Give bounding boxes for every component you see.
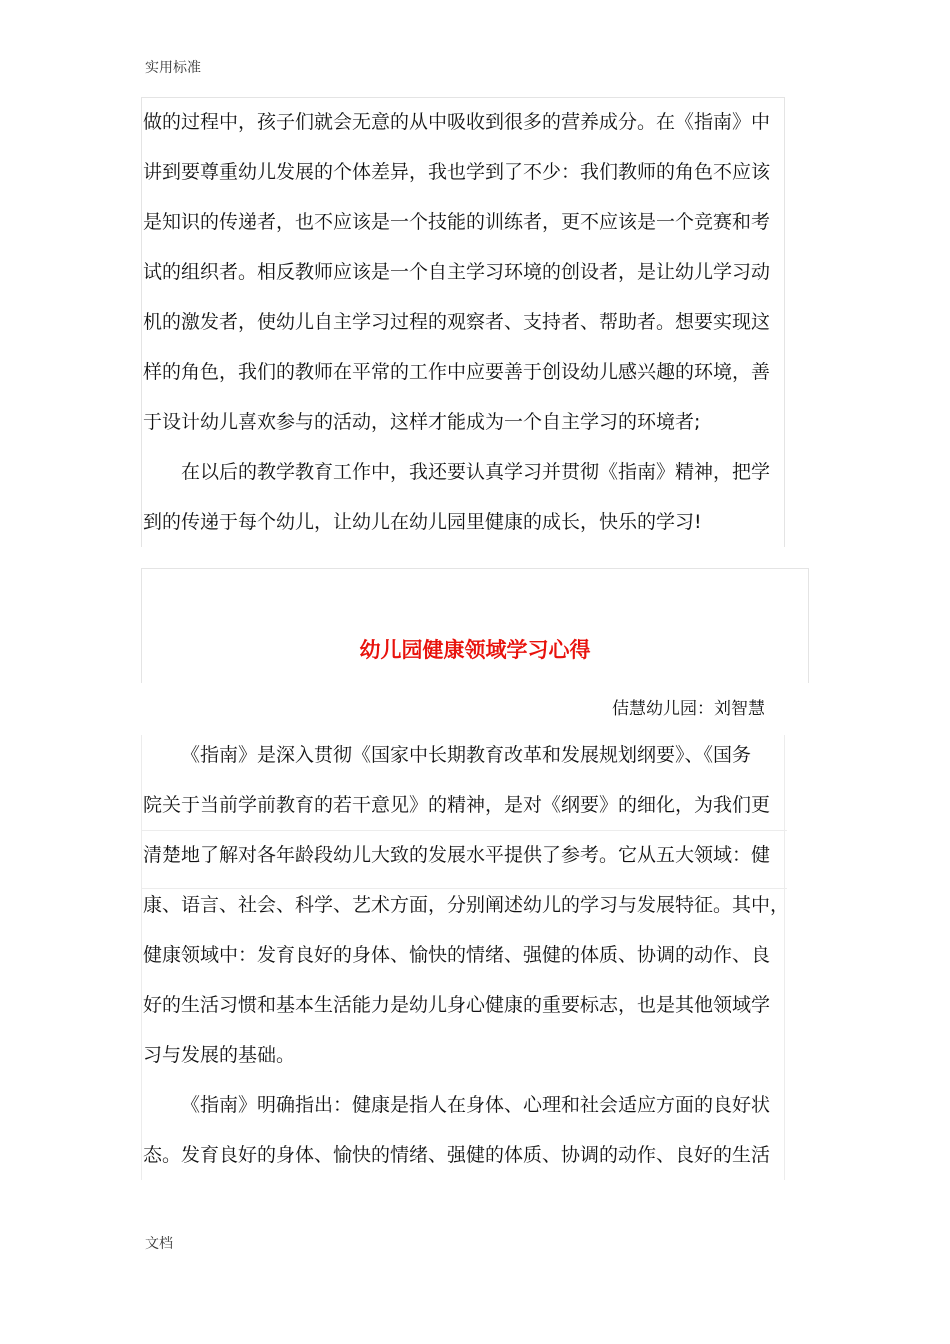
paragraph-line: 做的过程中，孩子们就会无意的从中吸收到很多的营养成分。在《指南》中 [143,111,771,133]
paragraph-line: 样的角色，我们的教师在平常的工作中应要善于创设幼儿感兴趣的环境，善 [143,361,771,383]
article-title: 幼儿园健康领域学习心得 [359,638,591,662]
page-header: 实用标准 [145,60,201,76]
section1-text [143,97,783,547]
paragraph-line: 康、语言、社会、科学、艺术方面，分别阐述幼儿的学习与发展特征。其中， [143,894,790,916]
paragraph-line: 于设计幼儿喜欢参与的活动，这样才能成为一个自主学习的环境者; [143,411,701,433]
paragraph-line: 院关于当前学前教育的若干意见》的精神，是对《纲要》的细化，为我们更 [143,794,771,816]
paragraph-line: 是知识的传递者，也不应该是一个技能的训练者，更不应该是一个竞赛和考 [143,211,771,233]
paragraph-line: 《指南》明确指出：健康是指人在身体、心理和社会适应方面的良好状 [181,1094,771,1116]
paragraph-line: 到的传递于每个幼儿，让幼儿在幼儿园里健康的成长，快乐的学习! [143,511,702,533]
paragraph-line: 在以后的教学教育工作中，我还要认真学习并贯彻《指南》精神，把学 [181,461,771,483]
paragraph-line: 讲到要尊重幼儿发展的个体差异，我也学到了不少：我们教师的角色不应该 [143,161,771,183]
title-cell-frame [141,568,809,683]
article-author: 佶慧幼儿园：刘智慧 [612,699,765,719]
paragraph-line: 健康领域中：发育良好的身体、愉快的情绪、强健的体质、协调的动作、良 [143,944,771,966]
paragraph-line: 清楚地了解对各年龄段幼儿大致的发展水平提供了参考。它从五大领域：健 [143,844,771,866]
paragraph-line: 《指南》是深入贯彻《国家中长期教育改革和发展规划纲要》、《国务 [181,744,752,766]
paragraph-line: 试的组织者。相反教师应该是一个自主学习环境的创设者，是让幼儿学习动 [143,261,771,283]
paragraph-line: 习与发展的基础。 [143,1044,296,1066]
paragraph-line: 好的生活习惯和基本生活能力是幼儿身心健康的重要标志，也是其他领域学 [143,994,771,1016]
paragraph-line: 态。发育良好的身体、愉快的情绪、强健的体质、协调的动作、良好的生活 [143,1144,771,1166]
page-footer: 文档 [145,1236,173,1252]
article-body [143,730,790,1180]
paragraph-line: 机的激发者，使幼儿自主学习过程的观察者、支持者、帮助者。想要实现这 [143,311,771,333]
